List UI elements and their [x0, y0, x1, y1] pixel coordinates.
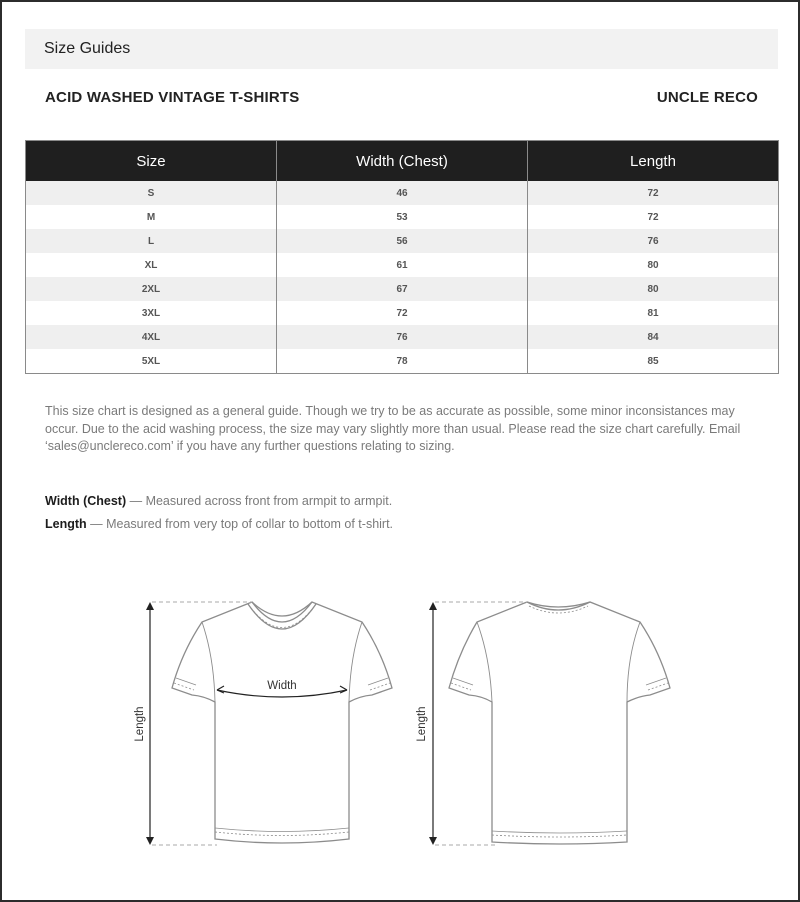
width-cell: 61	[277, 253, 528, 277]
length-definition	[45, 517, 393, 531]
column-header-size: Size	[26, 141, 277, 182]
size-cell: S	[26, 181, 277, 205]
front-length-measure-label: Length	[134, 706, 146, 742]
length-cell: 85	[528, 349, 779, 374]
disclaimer-text: This size chart is designed as a general guide. Though we try to be as accurate as possible, some minor inconsistances may occur. Due to the acid washing process, the size may vary slightly more than usual. Please read the size chart carefully. Email ‘sales@unclereco.com’ if you have any further questions relating to sizing.	[45, 404, 741, 453]
width-cell: 72	[277, 301, 528, 325]
table-row	[26, 181, 779, 205]
table-row	[26, 253, 779, 277]
size-cell: M	[26, 205, 277, 229]
size-cell: XL	[26, 253, 277, 277]
width-cell: 76	[277, 325, 528, 349]
length-cell: 80	[528, 253, 779, 277]
title-bar	[25, 29, 778, 69]
length-cell: 81	[528, 301, 779, 325]
width-cell: 53	[277, 205, 528, 229]
table-row	[26, 349, 779, 374]
column-header-width: Width (Chest)	[277, 141, 528, 182]
width-definition	[45, 494, 392, 508]
width-measure-label: Width	[267, 680, 297, 692]
column-header-length: Length	[528, 141, 779, 182]
table-row	[26, 325, 779, 349]
table-row	[26, 205, 779, 229]
size-table	[25, 140, 779, 374]
width-cell: 78	[277, 349, 528, 374]
width-description: — Measured across front from armpit to armpit.	[126, 494, 393, 508]
length-description: — Measured from very top of collar to bottom of t-shirt.	[86, 517, 394, 531]
length-cell: 72	[528, 205, 779, 229]
length-cell: 76	[528, 229, 779, 253]
table-row	[26, 301, 779, 325]
length-cell: 72	[528, 181, 779, 205]
tshirt-diagram-svg	[122, 592, 692, 857]
size-cell: 4XL	[26, 325, 277, 349]
length-cell: 84	[528, 325, 779, 349]
length-term: Length	[45, 517, 87, 531]
tshirt-diagram	[122, 592, 692, 857]
width-cell: 67	[277, 277, 528, 301]
back-tshirt-illustration	[449, 602, 670, 844]
product-name: ACID WASHED VINTAGE T-SHIRTS	[45, 89, 300, 106]
size-cell: L	[26, 229, 277, 253]
width-term: Width (Chest)	[45, 494, 127, 508]
width-cell: 56	[277, 229, 528, 253]
table-header-row	[26, 141, 779, 182]
size-cell: 5XL	[26, 349, 277, 374]
size-cell: 3XL	[26, 301, 277, 325]
back-length-measure-label: Length	[416, 706, 428, 742]
size-cell: 2XL	[26, 277, 277, 301]
front-tshirt-illustration	[172, 602, 392, 843]
table-row	[26, 277, 779, 301]
length-cell: 80	[528, 277, 779, 301]
table-row	[26, 229, 779, 253]
width-cell: 46	[277, 181, 528, 205]
page-title: Size Guides	[44, 40, 131, 57]
brand-name: UNCLE RECO	[656, 89, 758, 106]
